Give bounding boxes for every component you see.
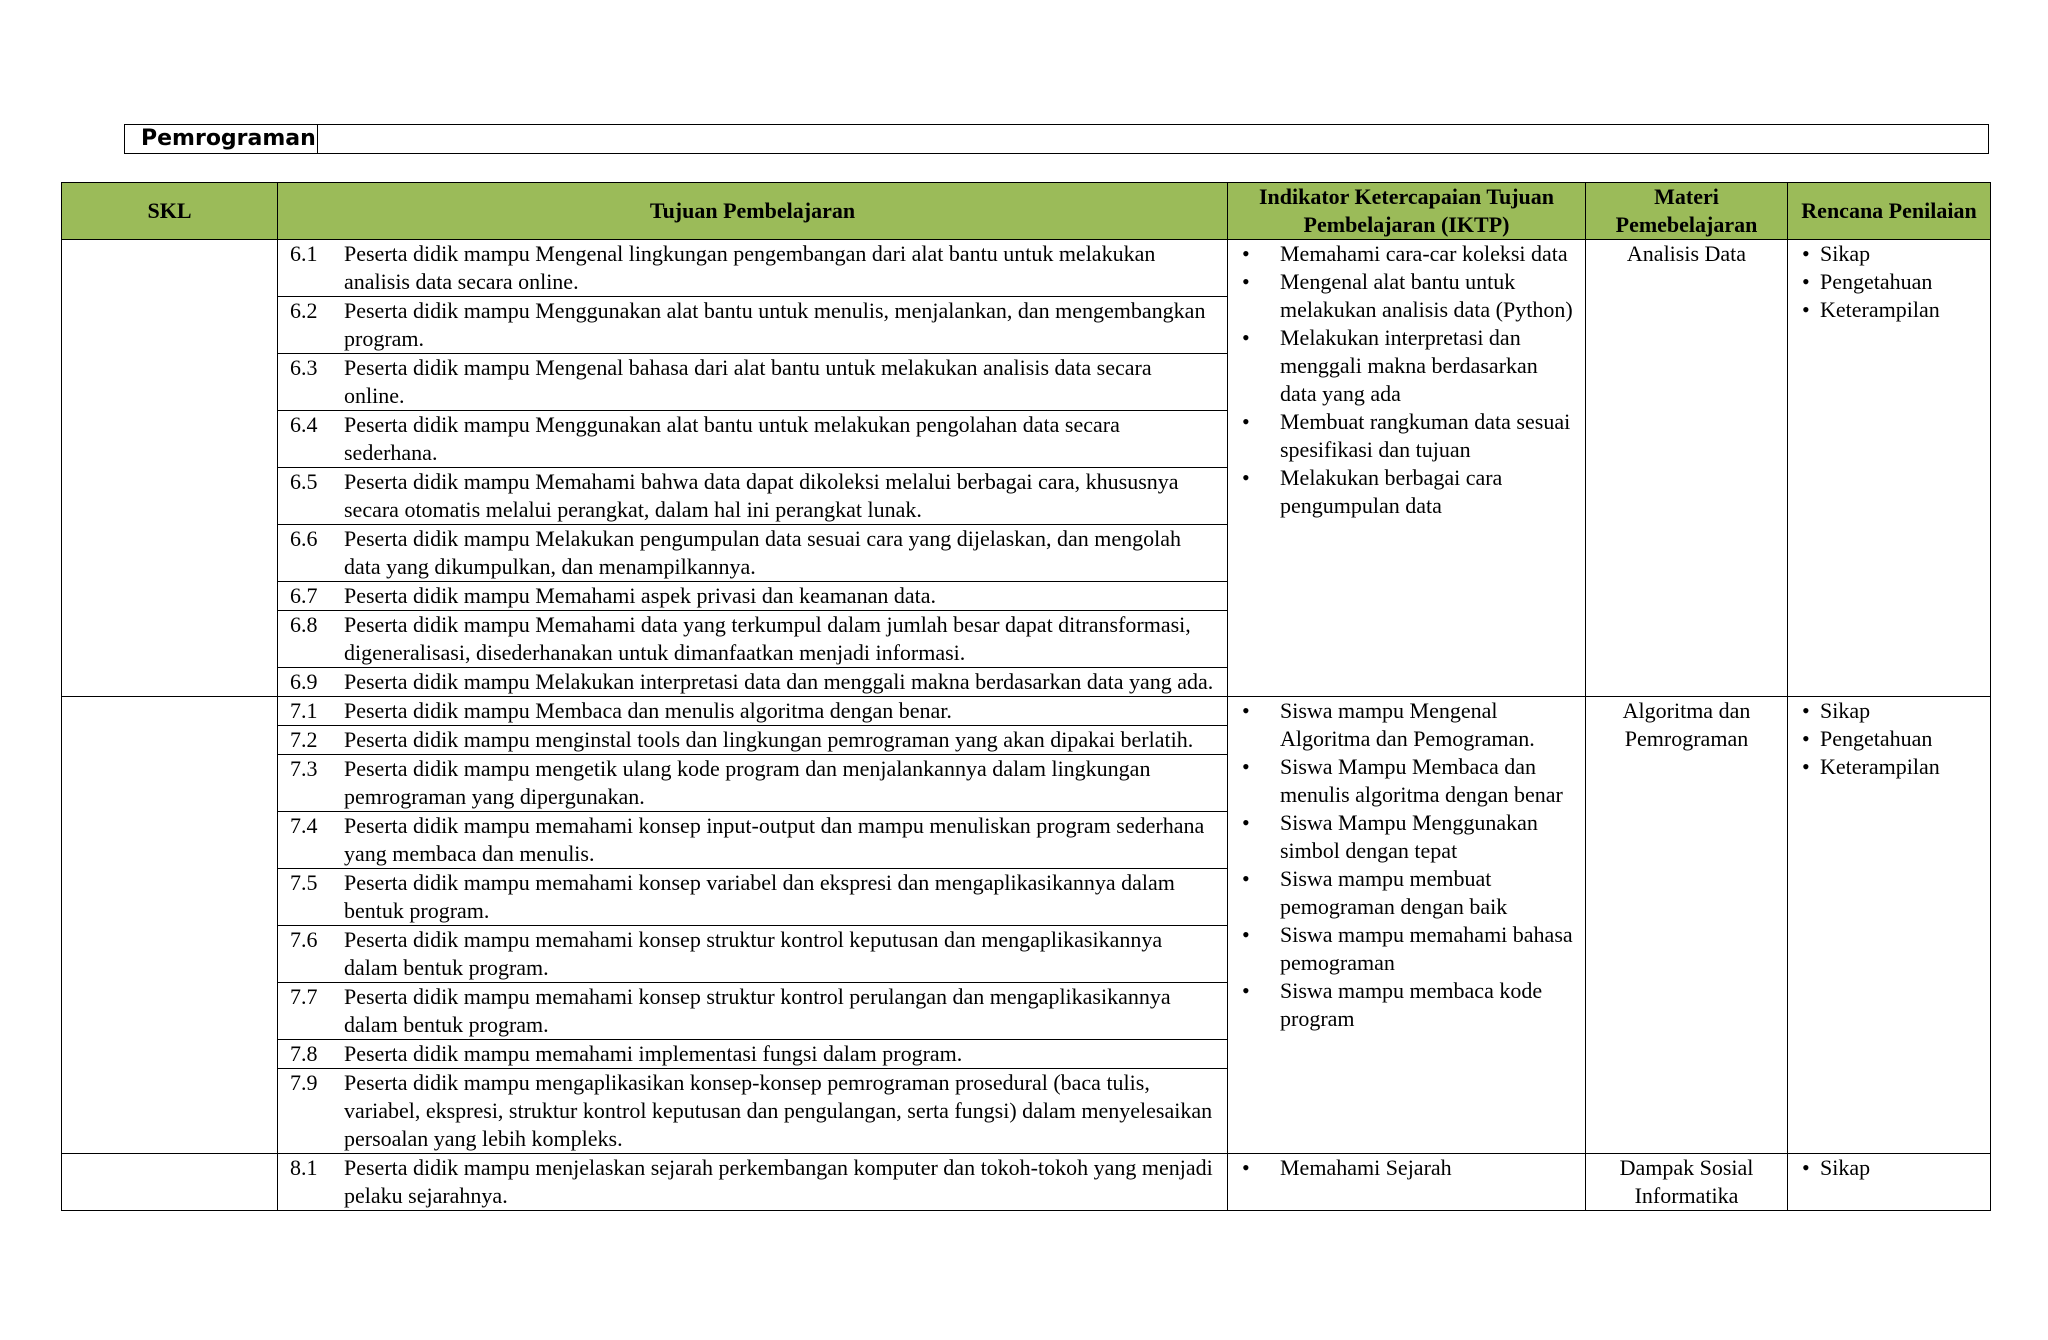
objective-item <box>278 411 1227 468</box>
objective-number: 8.1 <box>290 1155 318 1180</box>
indicator-item: • Siswa mampu membaca kode program <box>1280 977 1579 1033</box>
rencana-list <box>1788 240 1990 324</box>
rencana-item: • Keterampilan <box>1820 753 1984 781</box>
header-skl: SKL <box>62 183 278 240</box>
skl-cell <box>62 240 278 697</box>
rencana-cell <box>1788 240 1991 697</box>
objective-item <box>278 525 1227 582</box>
objective-text: Peserta didik mampu menginstal tools dan lingkungan pemrograman yang akan dipakai berlatih. <box>344 726 1227 755</box>
materi-cell: Algoritma dan Pemrograman <box>1586 697 1788 1154</box>
objective-number: 6.5 <box>278 468 344 525</box>
objective-text: Peserta didik mampu Memahami bahwa data dapat dikoleksi melalui berbagai cara, khususnya secara otomatis melalui perangkat, dalam hal ini perangkat lunak. <box>344 468 1227 525</box>
objectives-cell <box>278 240 1228 697</box>
objective-text: Peserta didik mampu Menggunakan alat bantu untuk menulis, menjalankan, dan mengembangkan program. <box>344 297 1227 354</box>
rencana-cell <box>1788 697 1991 1154</box>
indicators-list <box>1228 1154 1585 1182</box>
indicator-item: • Memahami cara-car koleksi data <box>1280 240 1579 268</box>
indicator-item: • Membuat rangkuman data sesuai spesifikasi dan tujuan <box>1280 408 1579 464</box>
materi-cell: Dampak Sosial Informatika <box>1586 1154 1788 1211</box>
indicator-item: • Siswa mampu Mengenal Algoritma dan Pemograman. <box>1280 697 1579 753</box>
indicator-item: • Mengenal alat bantu untuk melakukan analisis data (Python) <box>1280 268 1579 324</box>
objective-text: Peserta didik mampu Melakukan interpretasi data dan menggali makna berdasarkan data yang ada. <box>344 669 1214 694</box>
objective-item <box>278 726 1227 755</box>
rencana-item: • Pengetahuan <box>1820 268 1984 296</box>
objective-text: Peserta didik mampu memahami konsep struktur kontrol keputusan dan mengaplikasikannya dalam bentuk program. <box>344 926 1227 983</box>
objective-number: 6.9 <box>290 669 318 694</box>
objective-number: 7.1 <box>278 697 344 726</box>
objectives-list <box>278 1154 1227 1210</box>
objectives-list <box>278 240 1227 696</box>
objective-item <box>278 582 1227 611</box>
table-body <box>62 240 1991 1211</box>
indicators-cell <box>1228 240 1586 697</box>
indicator-item: • Siswa mampu membuat pemograman dengan baik <box>1280 865 1579 921</box>
objective-item <box>278 611 1227 668</box>
objective-number: 6.8 <box>278 611 344 668</box>
objective-item <box>278 983 1227 1040</box>
objective-number: 6.2 <box>278 297 344 354</box>
objective-text: Peserta didik mampu Membaca dan menulis algoritma dengan benar. <box>344 697 1227 726</box>
objective-number: 7.3 <box>278 755 344 812</box>
objective-text: Peserta didik mampu mengetik ulang kode program dan menjalankannya dalam lingkungan pemrograman yang dipergunakan. <box>344 755 1227 812</box>
objective-item <box>278 697 1227 726</box>
objective-text: Peserta didik mampu Memahami data yang terkumpul dalam jumlah besar dapat ditransformasi, digeneralisasi, disederhanakan untuk dimanfaatkan menjadi informasi. <box>344 611 1227 668</box>
objective-item <box>278 668 1227 697</box>
objective-text: Peserta didik mampu Memahami aspek privasi dan keamanan data. <box>344 582 1227 611</box>
indicator-item: • Melakukan berbagai cara pengumpulan data <box>1280 464 1579 520</box>
rencana-item: • Pengetahuan <box>1820 725 1984 753</box>
objective-item <box>278 1154 1227 1210</box>
header-tujuan: Tujuan Pembelajaran <box>278 183 1228 240</box>
objective-text: Peserta didik mampu Melakukan pengumpulan data sesuai cara yang dijelaskan, dan mengolah data yang dikumpulkan, dan menampilkannya. <box>344 525 1227 582</box>
objective-number: 6.1 <box>278 240 344 297</box>
objective-item <box>278 240 1227 297</box>
objective-item <box>278 354 1227 411</box>
objective-item <box>278 1040 1227 1069</box>
objective-item <box>278 1069 1227 1154</box>
objective-text: Peserta didik mampu Mengenal lingkungan pengembangan dari alat bantu untuk melakukan analisis data secara online. <box>344 240 1227 297</box>
table-row <box>62 697 1991 1154</box>
objective-number: 6.4 <box>278 411 344 468</box>
objective-number: 6.7 <box>278 582 344 611</box>
objective-item <box>278 869 1227 926</box>
objective-text: Peserta didik mampu menjelaskan sejarah perkembangan komputer dan tokoh-tokoh yang menjadi pelaku sejarahnya. <box>344 1155 1213 1208</box>
subject-box <box>124 124 1989 154</box>
objective-item <box>278 926 1227 983</box>
table-row <box>62 240 1991 697</box>
indicator-item: • Siswa mampu memahami bahasa pemograman <box>1280 921 1579 977</box>
rencana-item: • Sikap <box>1820 1154 1984 1182</box>
header-indikator: Indikator Ketercapaian Tujuan Pembelajaran (IKTP) <box>1228 183 1586 240</box>
rencana-item: • Keterampilan <box>1820 296 1984 324</box>
indicator-item: • Siswa Mampu Membaca dan menulis algoritma dengan benar <box>1280 753 1579 809</box>
objective-number: 7.4 <box>278 812 344 869</box>
objective-text: Peserta didik mampu Mengenal bahasa dari alat bantu untuk melakukan analisis data secara online. <box>344 354 1227 411</box>
indicators-cell <box>1228 1154 1586 1211</box>
objective-item <box>278 468 1227 525</box>
indicators-list <box>1228 240 1585 520</box>
objective-text: Peserta didik mampu mengaplikasikan konsep-konsep pemrograman prosedural (baca tulis, variabel, ekspresi, struktur kontrol keputusan dan pengulangan, serta fungsi) dalam menyelesaikan persoalan yang lebih kompleks. <box>344 1070 1213 1151</box>
objective-text: Peserta didik mampu Menggunakan alat bantu untuk melakukan pengolahan data secara sederhana. <box>344 411 1227 468</box>
skl-cell <box>62 1154 278 1211</box>
rencana-list <box>1788 1154 1990 1182</box>
skl-cell <box>62 697 278 1154</box>
objective-text: Peserta didik mampu memahami implementasi fungsi dalam program. <box>344 1040 1227 1069</box>
objective-number: 7.2 <box>278 726 344 755</box>
objective-text: Peserta didik mampu memahami konsep input-output dan mampu menuliskan program sederhana yang membaca dan menulis. <box>344 812 1227 869</box>
materi-cell: Analisis Data <box>1586 240 1788 697</box>
indicator-item: • Melakukan interpretasi dan menggali makna berdasarkan data yang ada <box>1280 324 1579 408</box>
objective-number: 7.5 <box>278 869 344 926</box>
table-header-row <box>62 183 1991 240</box>
objectives-cell <box>278 1154 1228 1211</box>
objective-number: 7.8 <box>278 1040 344 1069</box>
objective-number: 6.3 <box>278 354 344 411</box>
indicators-cell <box>1228 697 1586 1154</box>
objective-number: 7.9 <box>290 1070 318 1095</box>
rencana-item: • Sikap <box>1820 240 1984 268</box>
header-rencana: Rencana Penilaian <box>1788 183 1991 240</box>
subject-value <box>318 125 1988 153</box>
objective-item <box>278 755 1227 812</box>
indicator-item: • Memahami Sejarah <box>1280 1154 1579 1182</box>
indicators-list <box>1228 697 1585 1033</box>
indicator-item: • Siswa Mampu Menggunakan simbol dengan tepat <box>1280 809 1579 865</box>
curriculum-table <box>61 182 1991 1211</box>
objective-text: Peserta didik mampu memahami konsep struktur kontrol perulangan dan mengaplikasikannya dalam bentuk program. <box>344 983 1227 1040</box>
subject-label: Pemrograman <box>125 125 318 153</box>
rencana-cell <box>1788 1154 1991 1211</box>
objective-number: 7.7 <box>278 983 344 1040</box>
objective-number: 7.6 <box>278 926 344 983</box>
rencana-list <box>1788 697 1990 781</box>
objective-number: 6.6 <box>278 525 344 582</box>
objective-text: Peserta didik mampu memahami konsep variabel dan ekspresi dan mengaplikasikannya dalam bentuk program. <box>344 869 1227 926</box>
objective-item <box>278 297 1227 354</box>
objectives-cell <box>278 697 1228 1154</box>
rencana-item: • Sikap <box>1820 697 1984 725</box>
objectives-list <box>278 697 1227 1153</box>
table-row <box>62 1154 1991 1211</box>
objective-item <box>278 812 1227 869</box>
header-materi: Materi Pemebelajaran <box>1586 183 1788 240</box>
